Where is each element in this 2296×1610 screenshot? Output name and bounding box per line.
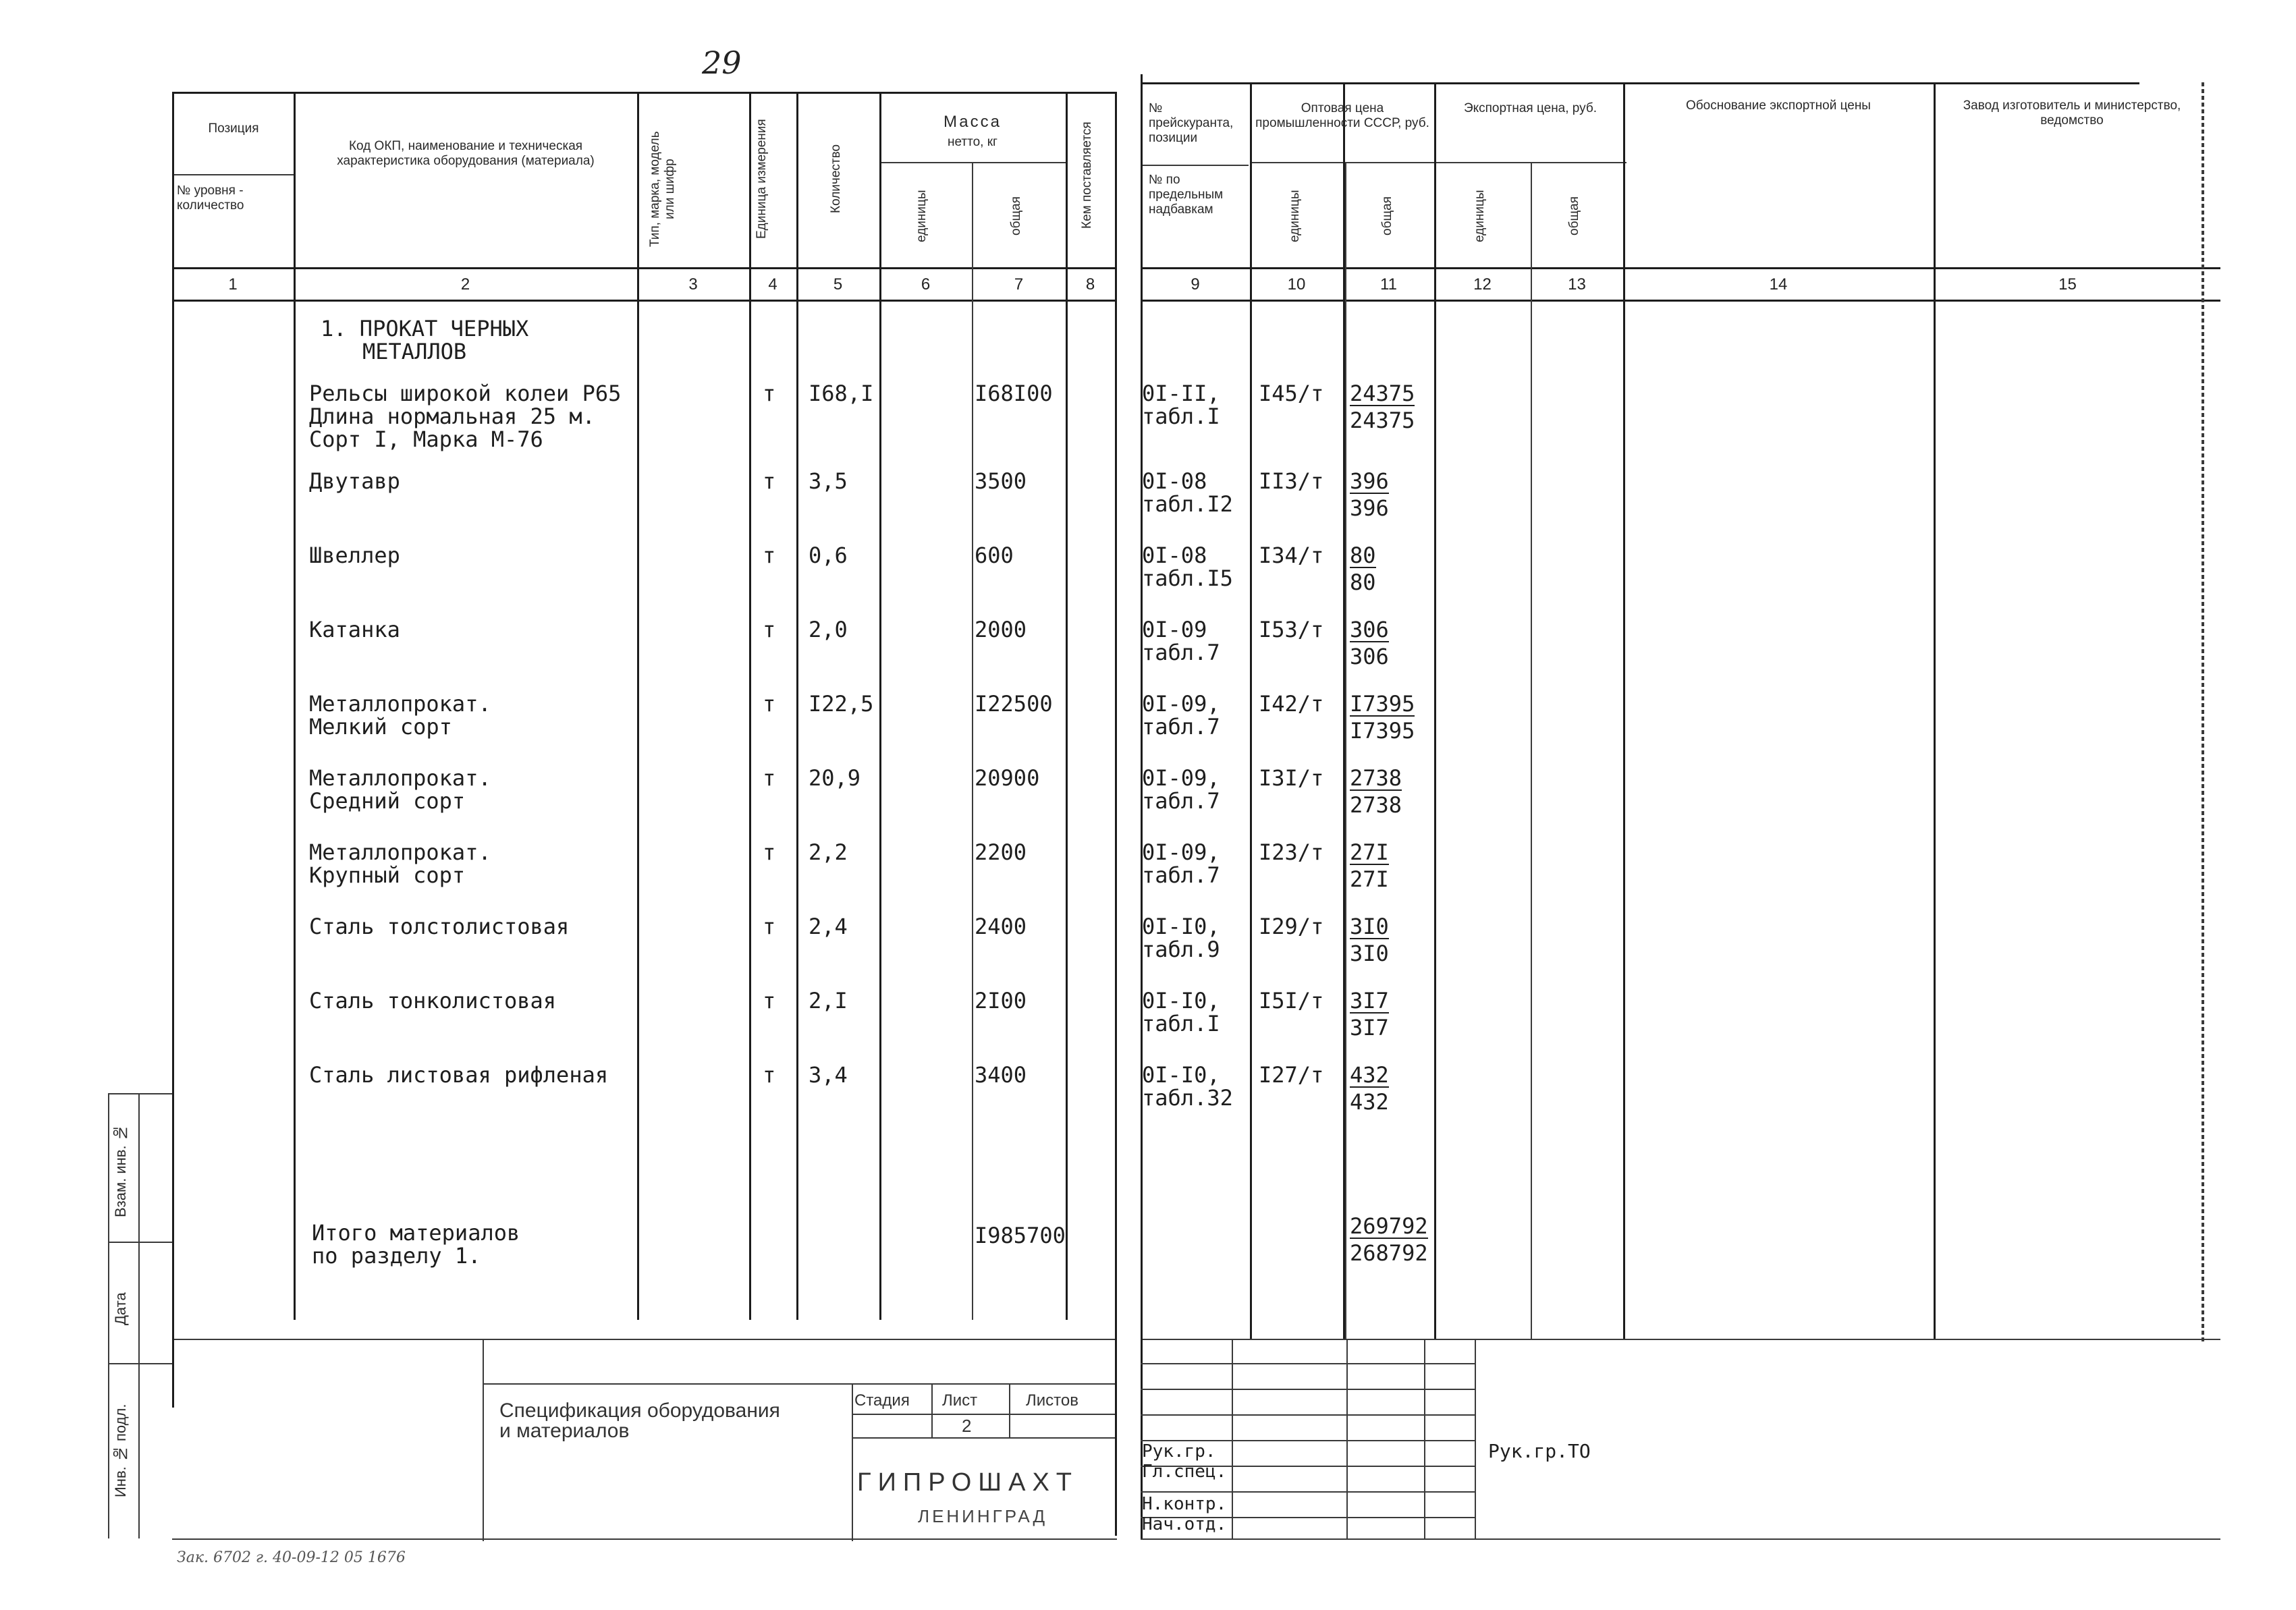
column-number: 7: [1014, 275, 1024, 294]
price-total-top: 2738: [1350, 765, 1402, 791]
material-mass-total: 600: [975, 543, 1014, 568]
header-export-total: общая: [1567, 196, 1581, 235]
header-mass-total: общая: [1009, 196, 1023, 235]
material-qty: 2,4: [809, 914, 848, 939]
column-number: 8: [1085, 275, 1095, 294]
material-mass-total: 20900: [975, 765, 1040, 791]
header-quantity: Количество: [829, 144, 843, 214]
header-price-total: общая: [1380, 196, 1394, 235]
price-total-bottom: 24375: [1350, 408, 1415, 433]
material-name: Сталь тонколистовая: [309, 988, 557, 1014]
section-title-cont: МЕТАЛЛОВ: [362, 339, 467, 364]
price-total-top: 306: [1350, 617, 1389, 642]
signature-role: Нач.отд.: [1142, 1514, 1227, 1534]
material-unit: т: [763, 988, 776, 1014]
column-number: 3: [688, 275, 698, 294]
stamp-sheets-label: Листов: [1026, 1391, 1078, 1410]
price-total-bottom: I7395: [1350, 718, 1415, 744]
stamp-sheet-label: Лист: [942, 1391, 978, 1410]
price-per-unit: I5I/т: [1259, 988, 1324, 1014]
price-per-unit: I53/т: [1259, 617, 1324, 642]
header-export-unit: единицы: [1473, 190, 1487, 242]
column-number: 2: [460, 275, 470, 294]
material-mass-total: 2000: [975, 617, 1027, 642]
material-qty: 3,5: [809, 468, 848, 494]
material-mass-total: 2I00: [975, 988, 1027, 1014]
header-wholesale-price: Оптовая цена промышленности СССР, руб.: [1255, 101, 1429, 130]
header-mass-unit: единицы: [914, 190, 929, 242]
column-number: 13: [1568, 275, 1586, 294]
price-list-ref: 0I-09 табл.7: [1142, 617, 1220, 665]
header-mass-title: Масса: [944, 113, 1002, 131]
column-number: 5: [833, 275, 843, 294]
column-number: 12: [1473, 275, 1492, 294]
material-unit: т: [763, 765, 776, 791]
material-qty: 2,I: [809, 988, 848, 1014]
material-qty: I68,I: [809, 381, 874, 406]
price-per-unit: I29/т: [1259, 914, 1324, 939]
material-unit: т: [763, 468, 776, 494]
price-total-bottom: 3I7: [1350, 1015, 1389, 1040]
material-qty: I22,5: [809, 691, 874, 717]
material-name: Сталь толстолистовая: [309, 914, 570, 939]
price-list-ref: 0I-08 табл.I2: [1142, 468, 1233, 517]
price-list-ref: 0I-I0, табл.I: [1142, 988, 1220, 1036]
price-per-unit: II3/т: [1259, 468, 1324, 494]
section-title: 1. ПРОКАТ ЧЕРНЫХ: [321, 316, 529, 341]
total-price-top: 269792: [1350, 1213, 1428, 1239]
material-mass-total: 2400: [975, 914, 1027, 939]
total-price-bottom: 268792: [1350, 1240, 1428, 1266]
material-mass-total: 3500: [975, 468, 1027, 494]
header-price-unit: единицы: [1288, 190, 1302, 242]
column-number: 6: [921, 275, 931, 294]
price-per-unit: I34/т: [1259, 543, 1324, 568]
price-list-ref: 0I-I0, табл.32: [1142, 1062, 1233, 1111]
header-supplier: Кем поставляется: [1080, 121, 1094, 229]
stamp-organization: ГИПРОШАХТ: [857, 1468, 1079, 1497]
header-type: Тип, марка, модель или шифр: [648, 131, 677, 247]
column-number: 4: [768, 275, 777, 294]
material-unit: т: [763, 617, 776, 642]
price-total-bottom: 2738: [1350, 792, 1402, 818]
material-qty: 2,0: [809, 617, 848, 642]
material-unit: т: [763, 914, 776, 939]
price-total-bottom: 80: [1350, 570, 1376, 595]
material-name: Катанка: [309, 617, 400, 642]
price-per-unit: I45/т: [1259, 381, 1324, 406]
total-label: Итого материалов по разделу 1.: [312, 1220, 520, 1269]
header-markup: № по предельным надбавкам: [1149, 173, 1224, 217]
material-name: Металлопрокат. Мелкий сорт: [309, 691, 491, 740]
price-total-bottom: 432: [1350, 1089, 1389, 1115]
column-number: 9: [1191, 275, 1200, 294]
side-label-replace: Взам. инв. №: [112, 1124, 129, 1217]
price-total-bottom: 27I: [1350, 866, 1389, 892]
material-unit: т: [763, 1062, 776, 1088]
signature-role: Н.контр.: [1142, 1494, 1227, 1514]
price-total-top: 432: [1350, 1062, 1389, 1088]
price-list-ref: 0I-II, табл.I: [1142, 381, 1220, 429]
price-per-unit: I27/т: [1259, 1062, 1324, 1088]
price-list-ref: 0I-I0, табл.9: [1142, 914, 1220, 962]
material-mass-total: I68I00: [975, 381, 1053, 406]
price-total-bottom: 396: [1350, 495, 1389, 521]
material-mass-total: 2200: [975, 839, 1027, 865]
price-total-top: 3I0: [1350, 914, 1389, 939]
column-number: 1: [228, 275, 238, 294]
material-mass-total: 3400: [975, 1062, 1027, 1088]
price-list-ref: 0I-09, табл.7: [1142, 691, 1220, 740]
material-name: Рельсы широкой колеи Р65 Длина нормальная 25 м. Сорт I, Марка М-76: [309, 381, 622, 452]
price-total-top: I7395: [1350, 691, 1415, 717]
material-qty: 3,4: [809, 1062, 848, 1088]
side-label-inventory: Инв. № подл.: [112, 1404, 129, 1498]
price-total-top: 3I7: [1350, 988, 1389, 1014]
material-qty: 20,9: [809, 765, 861, 791]
material-mass-total: I22500: [975, 691, 1053, 717]
material-unit: т: [763, 839, 776, 865]
material-name: Сталь листовая рифленая: [309, 1062, 609, 1088]
stamp-sheet-value: 2: [962, 1416, 972, 1436]
column-number: 15: [2058, 275, 2077, 294]
footer-print-code: Зак. 6702 г. 40-09-12 05 1676: [177, 1549, 406, 1566]
material-unit: т: [763, 381, 776, 406]
price-per-unit: I3I/т: [1259, 765, 1324, 791]
price-total-top: 80: [1350, 543, 1376, 568]
price-list-ref: 0I-09, табл.7: [1142, 839, 1220, 888]
header-export-price: Экспортная цена, руб.: [1463, 101, 1597, 115]
stamp-stage-label: Стадия: [854, 1391, 910, 1410]
material-unit: т: [763, 543, 776, 568]
price-list-ref: 0I-09, табл.7: [1142, 765, 1220, 814]
header-level-qty: № уровня - количество: [177, 184, 244, 213]
price-per-unit: I42/т: [1259, 691, 1324, 717]
price-total-top: 27I: [1350, 839, 1389, 865]
price-list-ref: 0I-08 табл.I5: [1142, 543, 1233, 591]
price-total-top: 24375: [1350, 381, 1415, 406]
header-name: Код ОКП, наименование и техническая характеристика оборудования (материала): [337, 139, 595, 168]
group-code: Рук.гр.ТО: [1488, 1440, 1591, 1462]
price-total-bottom: 3I0: [1350, 941, 1389, 966]
header-mass-sub: нетто, кг: [948, 135, 997, 149]
stamp-title: Спецификация оборудования и материалов: [499, 1399, 780, 1442]
material-qty: 0,6: [809, 543, 848, 568]
total-mass: I985700: [975, 1223, 1066, 1248]
stamp-city: ЛЕНИНГРАД: [918, 1506, 1048, 1526]
signature-role: Гл.спец.: [1142, 1462, 1227, 1482]
material-name: Металлопрокат. Средний сорт: [309, 765, 491, 814]
header-unit: Единица измерения: [755, 119, 769, 239]
side-label-date: Дата: [112, 1292, 129, 1326]
page-number: 29: [702, 45, 742, 81]
column-number: 14: [1769, 275, 1788, 294]
material-name: Швеллер: [309, 543, 400, 568]
material-name: Двутавр: [309, 468, 400, 494]
material-qty: 2,2: [809, 839, 848, 865]
header-price-list: № прейскуранта, позиции: [1149, 101, 1234, 145]
material-unit: т: [763, 691, 776, 717]
column-number: 11: [1380, 275, 1397, 294]
material-name: Металлопрокат. Крупный сорт: [309, 839, 491, 888]
column-number: 10: [1287, 275, 1306, 294]
header-export-basis: Обоснование экспортной цены: [1686, 99, 1871, 113]
price-per-unit: I23/т: [1259, 839, 1324, 865]
price-total-top: 396: [1350, 468, 1389, 494]
price-total-bottom: 306: [1350, 644, 1389, 669]
header-manufacturer: Завод изготовитель и министерство, ведомство: [1963, 99, 2181, 128]
header-position: Позиция: [208, 121, 259, 136]
signature-role: Рук.гр.: [1142, 1441, 1216, 1462]
